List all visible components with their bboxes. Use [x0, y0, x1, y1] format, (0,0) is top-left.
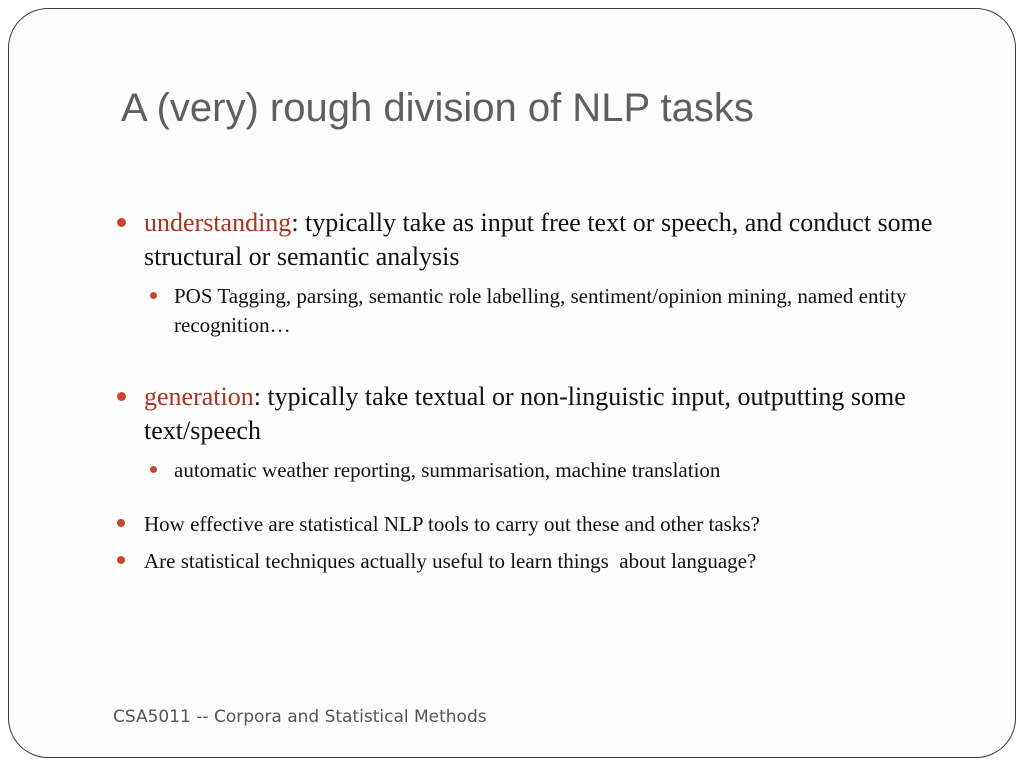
- bullet-understanding: [114, 206, 994, 274]
- bullet-dot-icon: [117, 218, 126, 227]
- sub-bullet-generation-examples: [144, 456, 994, 485]
- sub-bullet-text: automatic weather reporting, summarisation, machine translation: [174, 458, 721, 482]
- bullet-text-understanding: : typically take as input free text or speech, and conduct some structural or semantic analysis: [144, 208, 933, 271]
- bullet-dot-icon: [117, 519, 125, 527]
- slide-title: A (very) rough division of NLP tasks: [121, 86, 754, 130]
- bullet-text-generation: : typically take textual or non-linguistic input, outputting some text/speech: [144, 382, 906, 445]
- question-text: How effective are statistical NLP tools to carry out these and other tasks?: [144, 512, 760, 536]
- question-effectiveness: [114, 509, 994, 539]
- bullet-generation: [114, 380, 994, 448]
- sub-bullet-dot-icon: [150, 292, 157, 299]
- term-understanding: understanding: [144, 208, 292, 237]
- sub-bullet-understanding-examples: [144, 282, 994, 340]
- term-generation: generation: [144, 382, 254, 411]
- question-usefulness: [114, 546, 994, 576]
- question-text: Are statistical techniques actually useful to learn things about language?: [144, 549, 757, 573]
- sub-bullet-text: POS Tagging, parsing, semantic role labelling, sentiment/opinion mining, named entity recognition…: [174, 284, 907, 337]
- bullet-dot-icon: [117, 392, 126, 401]
- bullet-dot-icon: [117, 556, 125, 564]
- sub-bullet-dot-icon: [150, 466, 157, 473]
- slide-footer: CSA5011 -- Corpora and Statistical Methods: [113, 707, 487, 727]
- bullet-list: [114, 206, 994, 576]
